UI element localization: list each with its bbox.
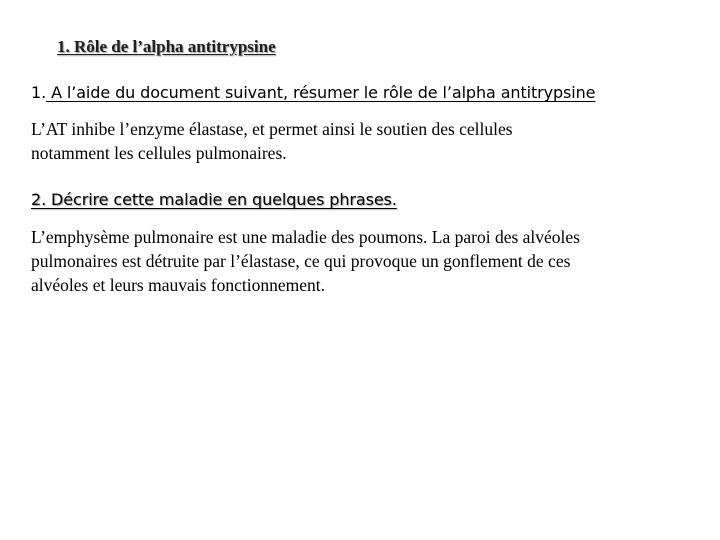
- question-1-text: A l’aide du document suivant, résumer le rôle de l’alpha antitrypsine: [46, 83, 596, 102]
- answer-1: [31, 117, 696, 165]
- answer-1-line: notamment les cellules pulmonaires.: [31, 143, 287, 163]
- question-1: [31, 83, 595, 103]
- question-1-number: 1.: [31, 83, 47, 102]
- answer-2-line: pulmonaires est détruite par l’élastase, ce qui provoque un gonflement de ces: [31, 251, 571, 271]
- section-title: 1. Rôle de l’alpha antitrypsine: [57, 37, 276, 56]
- answer-2: [31, 225, 696, 297]
- question-2: [31, 190, 397, 210]
- answer-2-line: alvéoles et leurs mauvais fonctionnement.: [31, 275, 326, 295]
- question-2-text: 2. Décrire cette maladie en quelques phrases.: [31, 190, 397, 209]
- answer-1-line: L’AT inhibe l’enzyme élastase, et permet ainsi le soutien des cellules: [31, 119, 513, 139]
- answer-2-line: L’emphysème pulmonaire est une maladie des poumons. La paroi des alvéoles: [31, 227, 580, 247]
